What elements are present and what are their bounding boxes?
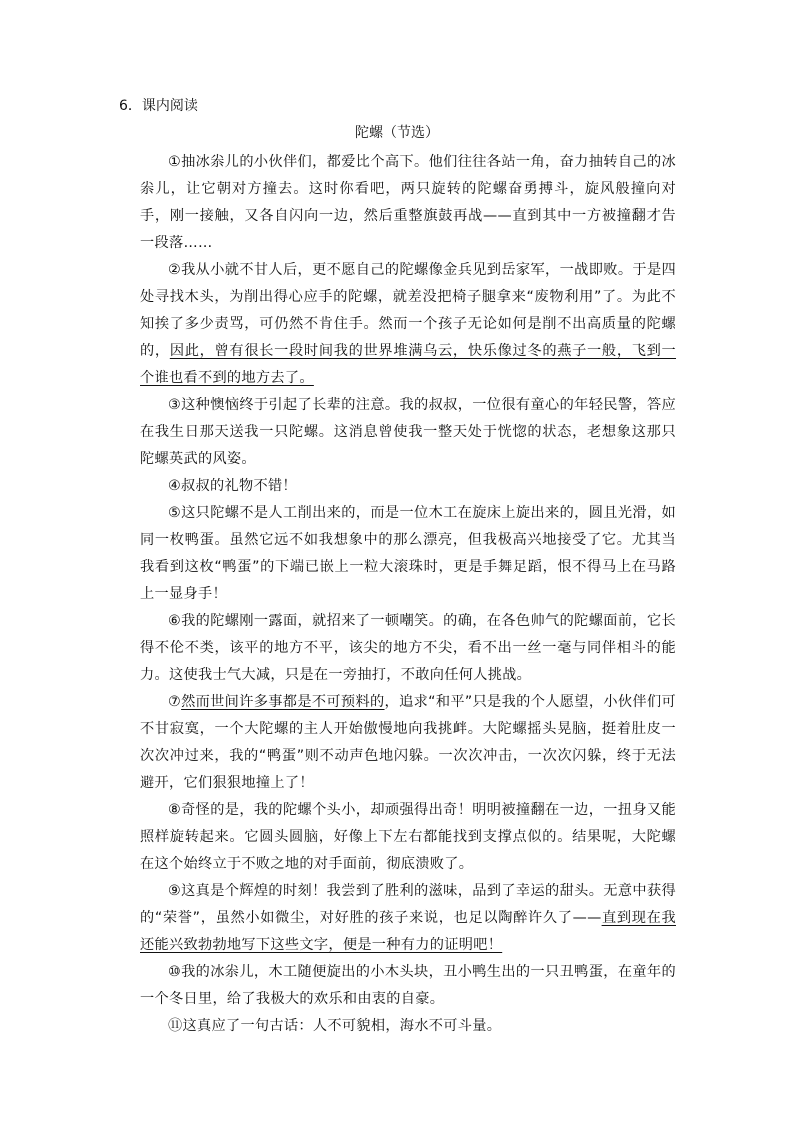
underlined-sentence-3: 直到现在我还能兴致勃勃地写下这些文字，便是一种有力的证明吧！: [140, 910, 676, 953]
paragraph-1: ①抽冰尜儿的小伙伴们，都爱比个高下。他们往往各站一角，奋力抽转自己的冰尜儿，让它朝对方撞去。这时你看吧，两只旋转的陀螺奋勇搏斗，旋风般撞向对手，刚一接触，又各自闪向一边，然后重整旗鼓再战——直到其中一方被撞翻才告一段落……: [140, 154, 676, 251]
question-heading: 6．课内阅读: [119, 98, 198, 114]
passage-title: 陀螺（节选）: [355, 125, 439, 141]
paragraph-3: ③这种懊恼终于引起了长辈的注意。我的叔叔，一位很有童心的年轻民警，答应在我生日那天送我一只陀螺。这消息曾使我一整天处于恍惚的状态，老想象这那只陀螺英武的风姿。: [140, 397, 676, 467]
paragraph-10: ⑩我的冰尜儿，木工随便旋出的小木头块，丑小鸭生出的一只丑鸭蛋，在童年的一个冬日里，给了我极大的欢乐和由衷的自豪。: [140, 964, 676, 1007]
paragraph-5: ⑤这只陀螺不是人工削出来的，而是一位木工在旋床上旋出来的，圆且光滑，如同一枚鸭蛋。虽然它远不如我想象中的那么漂亮，但我极高兴地接受了它。尤其当我看到这枚“鸭蛋”的下端已嵌上一粒大滚珠时，更是手舞足蹈，恨不得马上在马路上一显身手！: [140, 505, 676, 602]
paragraph-7: [140, 689, 676, 797]
paragraph-2-text: ②我从小就不甘人后，更不愿自己的陀螺像金兵见到岳家军，一战即败。于是四处寻找木头，为削出得心应手的陀螺，就差没把椅子腿拿来“废物利用”了。为此不知挨了多少责骂，可仍然不肯住手。然而一个孩子无论如何是削不出高质量的陀螺的，: [140, 262, 676, 359]
paragraph-9: [140, 878, 676, 959]
paragraph-7-number: ⑦: [168, 694, 182, 710]
underlined-sentence-2: 然而世间许多事都是不可预料的: [181, 694, 385, 710]
paragraph-4: ④叔叔的礼物不错！: [168, 478, 297, 494]
paragraph-9-text: ⑨这真是个辉煌的时刻！我尝到了胜利的滋味，品到了幸运的甜头。无意中获得的“荣誉”，虽然小如微尘，对好胜的孩子来说，也足以陶醉许久了——: [140, 883, 676, 926]
underlined-sentence-1: 因此，曾有很长一段时间我的世界堆满乌云，快乐像过冬的燕子一般，飞到一个谁也看不到的地方去了。: [140, 343, 677, 386]
passage-body: [140, 149, 676, 1040]
paragraph-8: ⑧奇怪的是，我的陀螺个头小，却顽强得出奇！明明被撞翻在一边，一扭身又能照样旋转起来。它圆头圆脑，好像上下左右都能找到支撑点似的。结果呢，大陀螺在这个始终立于不败之地的对手面前，彻底溃败了。: [140, 802, 676, 872]
paragraph-11: ⑪这真应了一句古话：人不可貌相，海水不可斗量。: [168, 1018, 502, 1034]
paragraph-7-text: ，追求“和平”只是我的个人愿望，小伙伴们可不甘寂寞，一个大陀螺的主人开始傲慢地向我挑衅。大陀螺摇头晃脑，挺着肚皮一次次冲过来，我的“鸭蛋”则不动声色地闪躲。一次次冲击，一次次闪躲，终于无法避开，它们狠狠地撞上了！: [140, 694, 676, 791]
paragraph-2: [140, 257, 676, 392]
paragraph-6: ⑥我的陀螺刚一露面，就招来了一顿嘲笑。的确，在各色帅气的陀螺面前，它长得不伦不类，该平的地方不平，该尖的地方不尖，看不出一丝一毫与同伴相斗的能力。这使我士气大减，只是在一旁抽打，不敢向任何人挑战。: [140, 613, 676, 683]
